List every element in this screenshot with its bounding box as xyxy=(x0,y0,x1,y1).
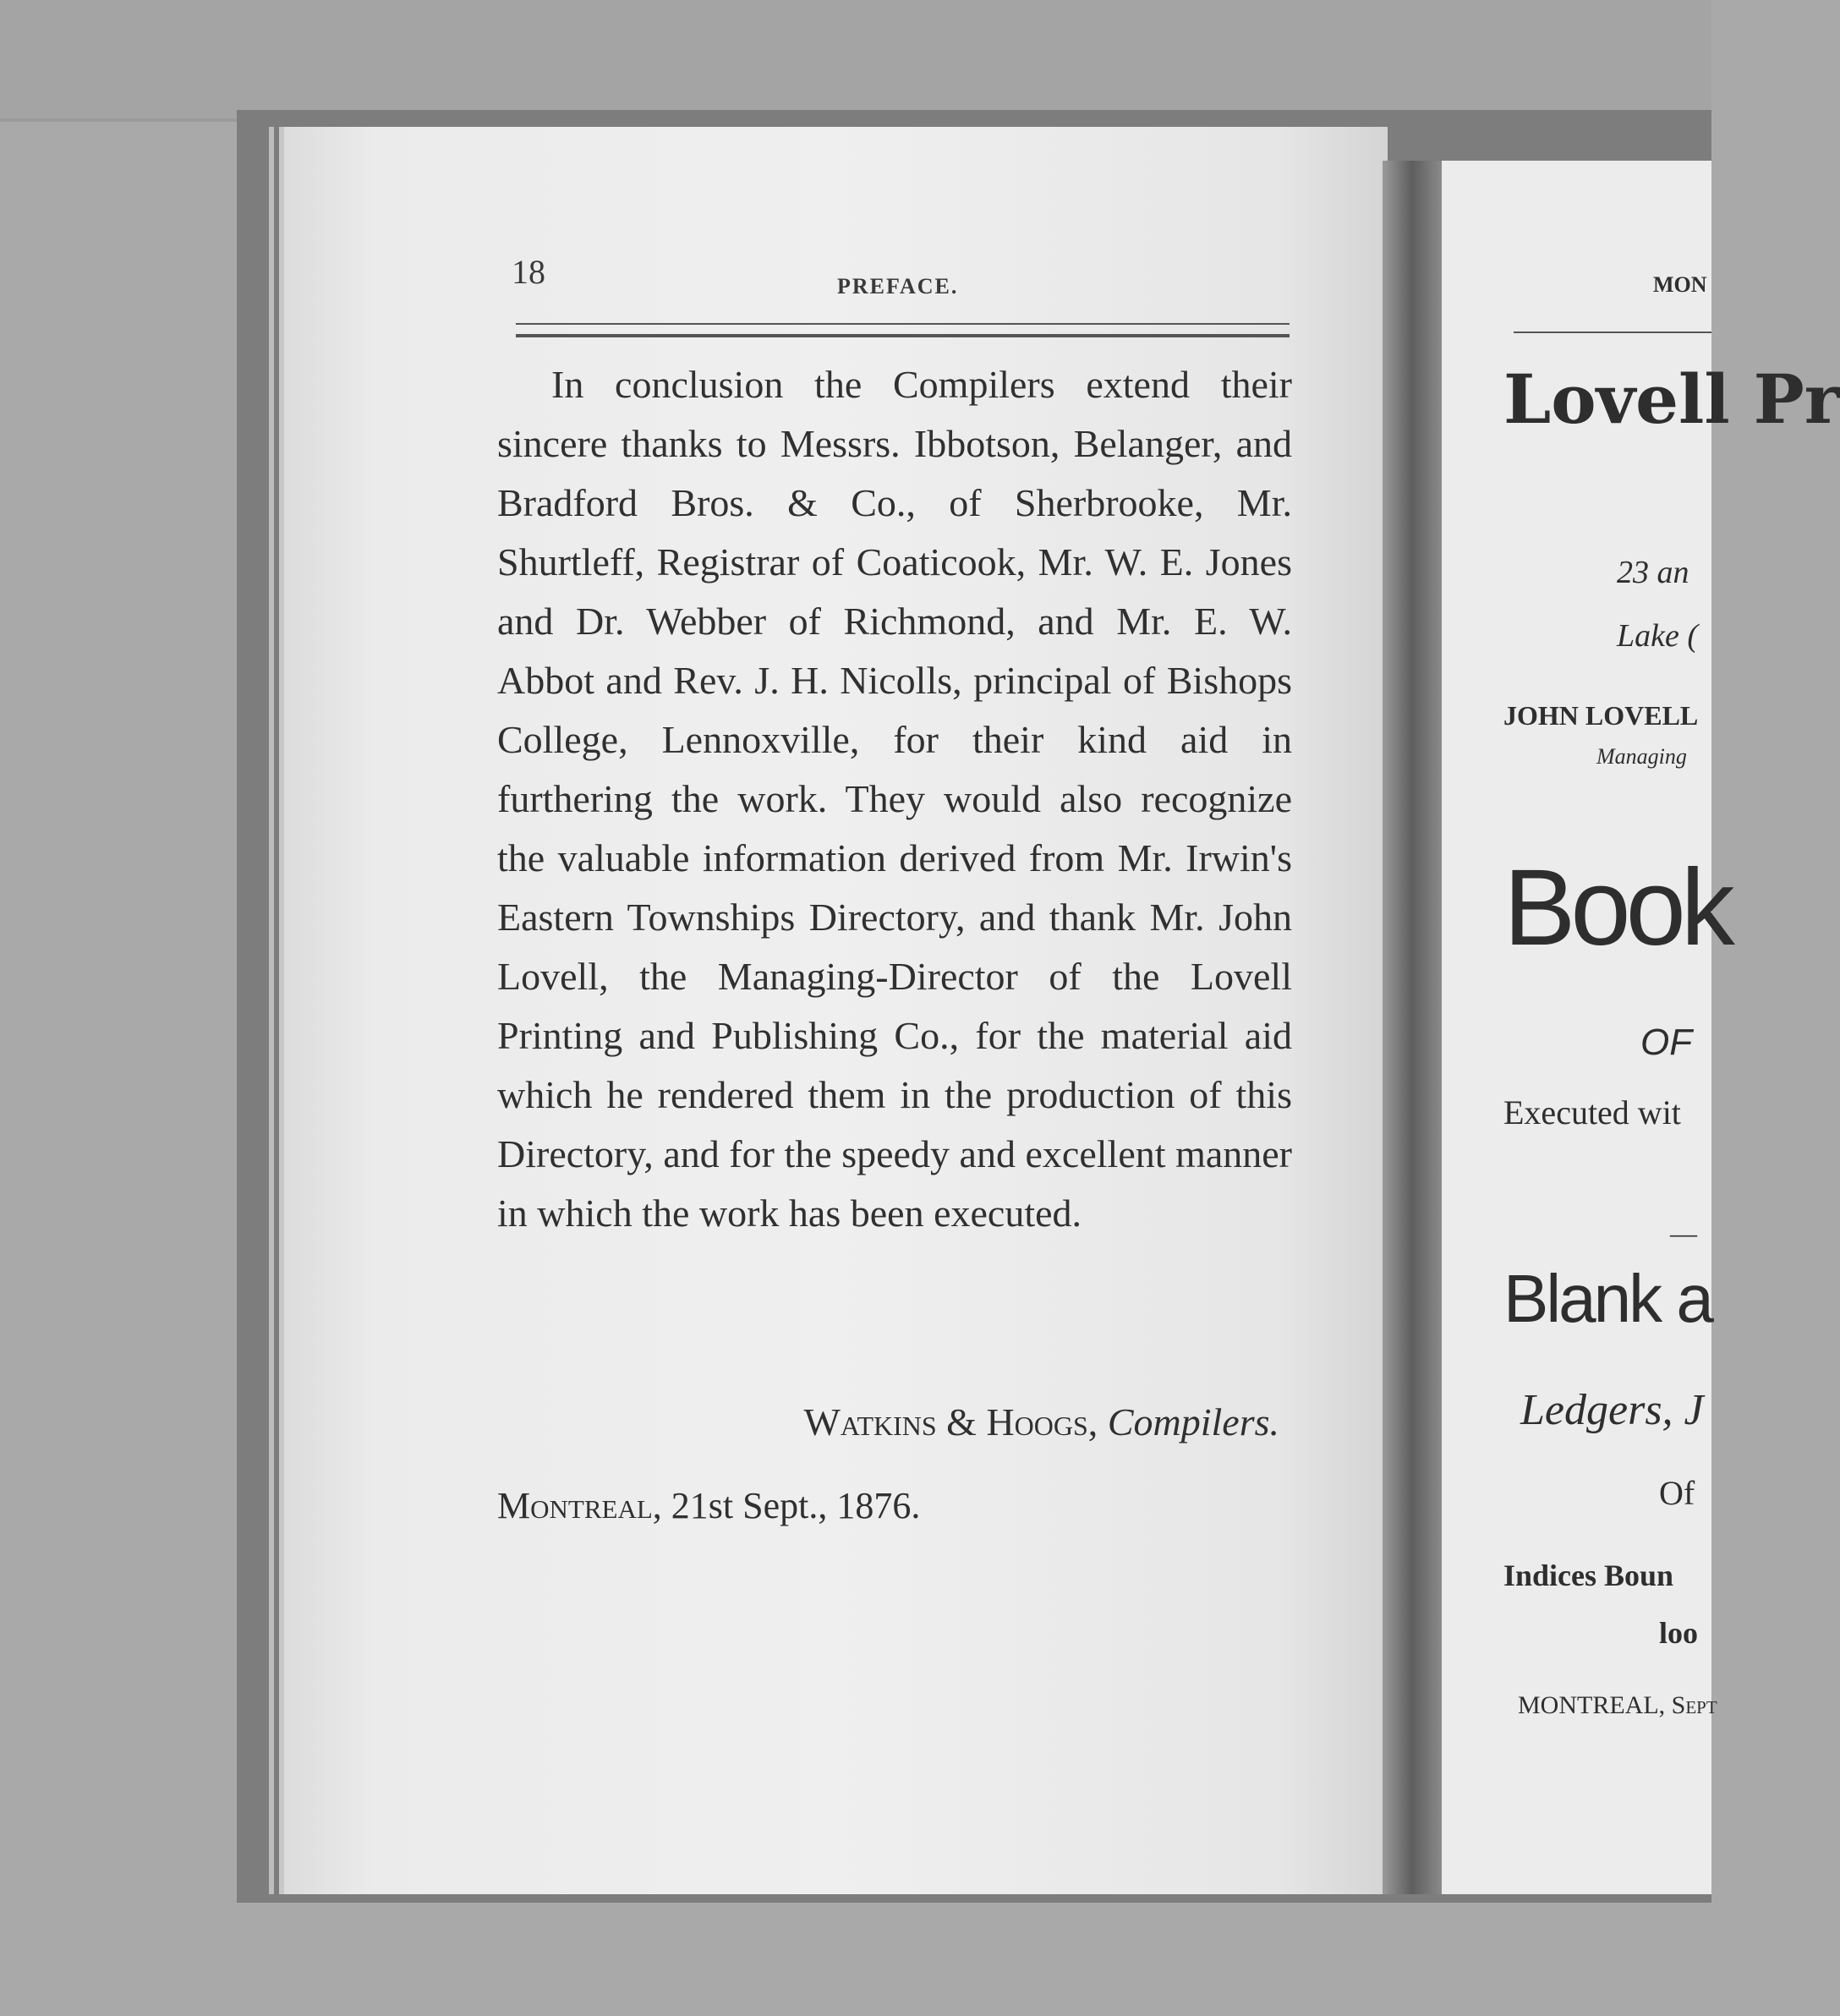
facing-line: Lovell Pr xyxy=(1503,359,1840,439)
facing-line: 23 an xyxy=(1617,555,1689,590)
header-rule xyxy=(516,323,1290,325)
page-edge xyxy=(269,127,274,1894)
facing-line: Blank a xyxy=(1503,1261,1711,1336)
facing-line: Indices Boun xyxy=(1503,1559,1674,1592)
facing-running-head: MON xyxy=(1653,272,1707,297)
signature xyxy=(497,1400,1279,1444)
background-band xyxy=(0,0,1711,122)
facing-line: MONTREAL, Sept xyxy=(1518,1691,1717,1719)
facing-line: — xyxy=(1670,1218,1697,1248)
date: 21st Sept., 1876. xyxy=(671,1485,921,1526)
facing-line: Executed wit xyxy=(1503,1093,1681,1131)
preface-paragraph: In conclusion the Compilers extend their sincere thanks to Messrs. Ibbotson, Belanger, and Bradford Bros. & Co., of Sherbrooke, Mr. Shurtleff, Registrar of Coaticook, Mr. W. E. Jones and Dr. Webber of Richmond, and Mr. E. W. Abbot and Rev. J. H. Nicolls, principal of Bishops College, Lennoxville, for their kind aid in furthering the work. They would also recognize the valuable information derived from Mr. Irwin's Eastern Townships Directory, and thank Mr. John Lovell, the Managing-Director of the Lovell Printing and Publishing Co., for the material aid which he rendered them in the production of this Directory, and for the speedy and excellent manner in which the work has been executed. xyxy=(497,363,1292,1235)
place-date xyxy=(497,1484,920,1527)
facing-line: Managing xyxy=(1596,744,1687,769)
book-gutter xyxy=(1383,161,1442,1894)
facing-line: Book xyxy=(1503,847,1730,968)
facing-line: OF xyxy=(1640,1022,1693,1063)
page-number: 18 xyxy=(512,253,545,291)
facing-line: Of xyxy=(1659,1474,1695,1512)
facing-line: Lake ( xyxy=(1617,618,1699,654)
compiler-names: Watkins & Hoogs, xyxy=(803,1400,1098,1444)
facing-header-rule xyxy=(1514,331,1711,333)
facing-line: Ledgers, J xyxy=(1520,1386,1704,1434)
facing-line: JOHN LOVELL xyxy=(1503,700,1699,731)
header-rule-thick xyxy=(516,334,1290,337)
running-head-title: PREFACE. xyxy=(837,274,959,299)
compiler-role: Compilers. xyxy=(1107,1400,1279,1444)
facing-line: loo xyxy=(1659,1616,1699,1650)
running-head xyxy=(512,252,1298,303)
place: Montreal, xyxy=(497,1485,662,1526)
